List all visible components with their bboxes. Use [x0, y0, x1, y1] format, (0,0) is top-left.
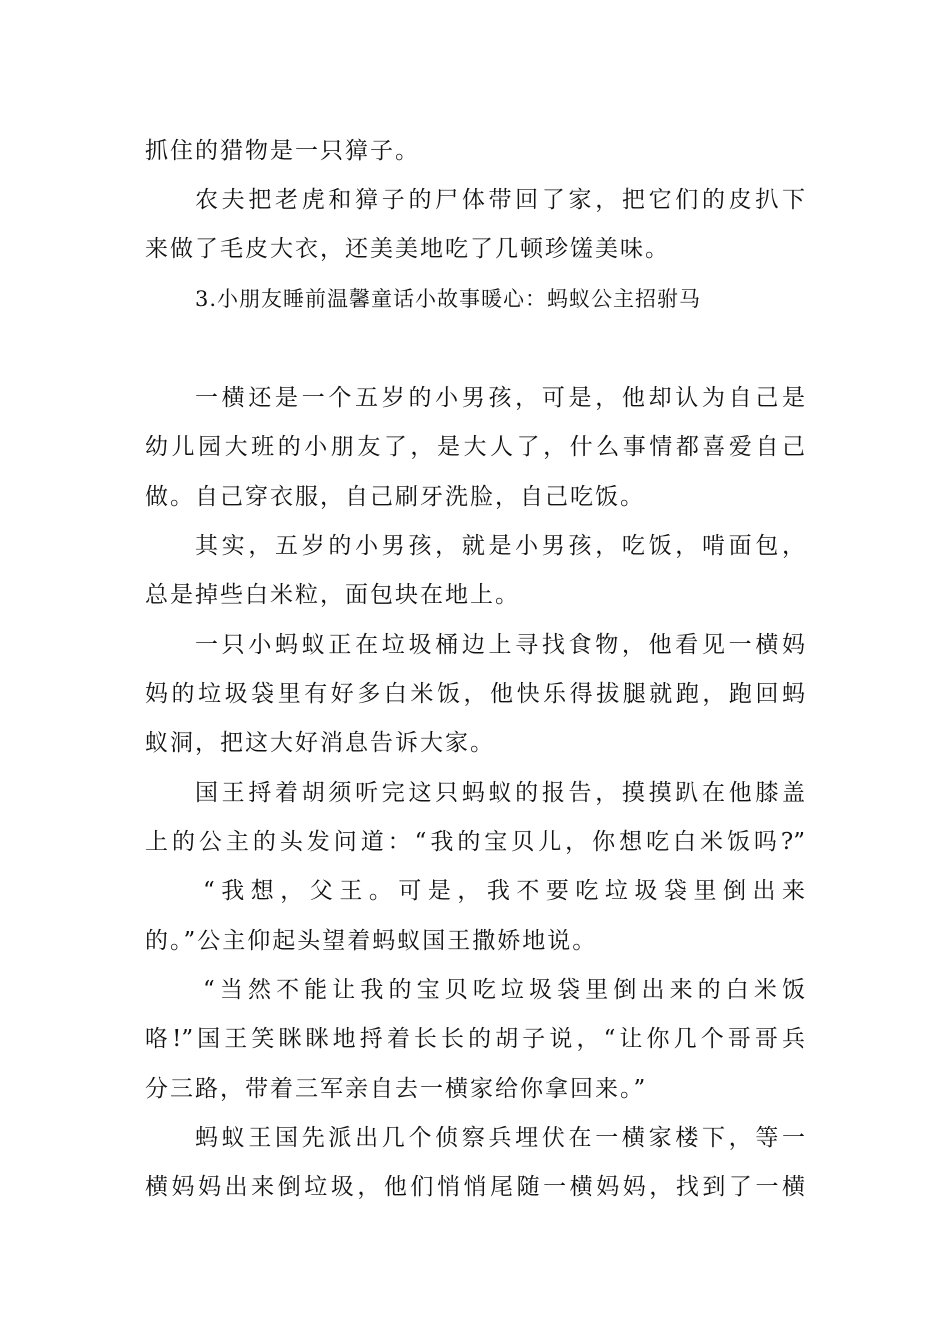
text-line: 一只小蚂蚁正在垃圾桶边上寻找食物，他看见一横妈 [195, 632, 805, 658]
text-line: 上的公主的头发问道：“我的宝贝儿，你想吃白米饭吗?” [145, 829, 805, 855]
text-line: “我想，父王。可是，我不要吃垃圾袋里倒出来 [203, 878, 805, 904]
text-line: 抓住的猎物是一只獐子。 [145, 138, 420, 164]
text-line: 蚂蚁王国先派出几个侦察兵埋伏在一横家楼下，等一 [195, 1125, 805, 1151]
text-line: 咯!”国王笑眯眯地捋着长长的胡子说，“让你几个哥哥兵 [145, 1026, 805, 1052]
text-line: 其实，五岁的小男孩，就是小男孩，吃饭，啃面包， [195, 533, 805, 559]
text-line: 蚁洞，把这大好消息告诉大家。 [145, 730, 495, 756]
text-line: 的。”公主仰起头望着蚂蚁国王撒娇地说。 [145, 928, 598, 954]
text-line: 一横还是一个五岁的小男孩，可是，他却认为自己是 [195, 385, 805, 411]
text-line: “当然不能让我的宝贝吃垃圾袋里倒出来的白米饭 [203, 977, 805, 1003]
text-line: 妈的垃圾袋里有好多白米饭，他快乐得拔腿就跑，跑回蚂 [145, 681, 805, 707]
text-line: 横妈妈出来倒垃圾，他们悄悄尾随一横妈妈，找到了一横 [145, 1174, 805, 1200]
text-line: 总是掉些白米粒，面包块在地上。 [145, 582, 520, 608]
text-line: 农夫把老虎和獐子的尸体带回了家，把它们的皮扒下 [195, 187, 805, 213]
text-line: 国王捋着胡须听完这只蚂蚁的报告，摸摸趴在他膝盖 [195, 780, 805, 806]
text-line: 幼儿园大班的小朋友了，是大人了，什么事情都喜爱自己 [145, 434, 805, 460]
text-line: 分三路，带着三军亲自去一横家给你拿回来。” [145, 1076, 648, 1102]
text-line: 做。自己穿衣服，自己刷牙洗脸，自己吃饭。 [145, 484, 645, 510]
section-heading: 3.小朋友睡前温馨童话小故事暖心：蚂蚁公主招驸马 [195, 287, 702, 311]
text-line: 来做了毛皮大衣，还美美地吃了几顿珍馐美味。 [145, 236, 670, 262]
